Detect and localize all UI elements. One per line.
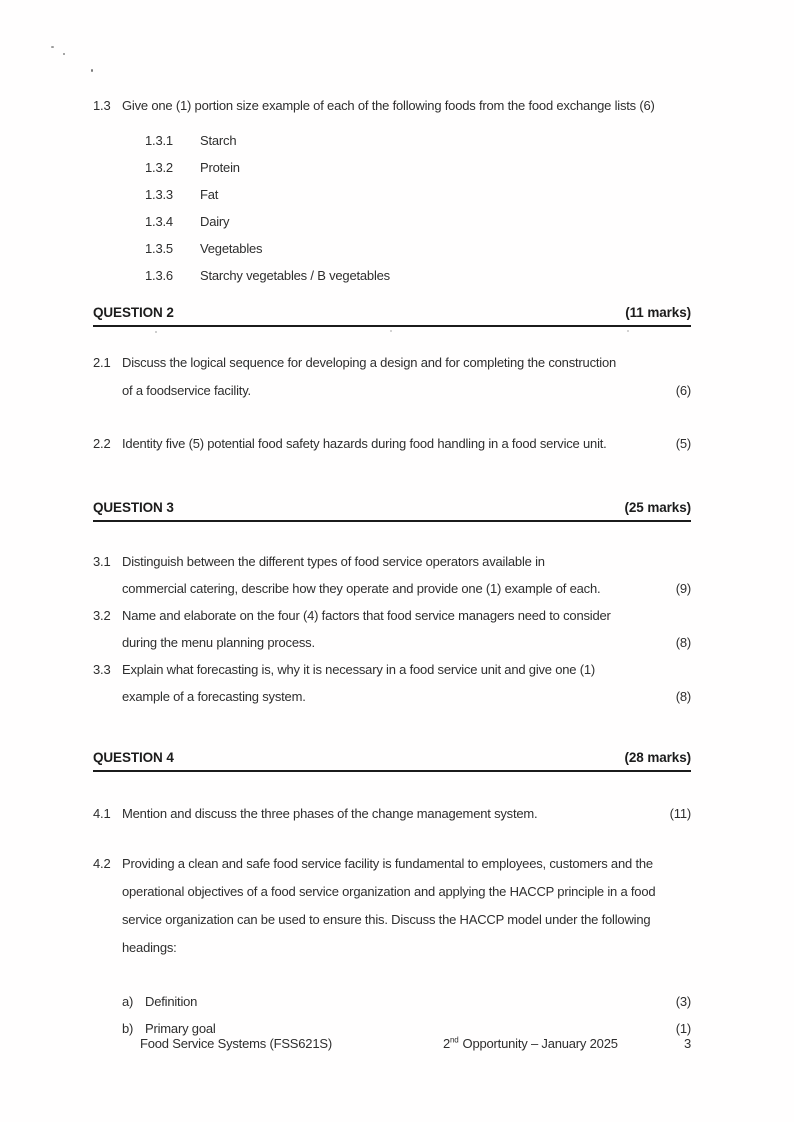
footer-course-title: Food Service Systems (FSS621S) xyxy=(140,1036,332,1051)
question-line xyxy=(93,575,691,602)
question2-title: QUESTION 2 xyxy=(93,305,174,320)
item-text: of a foodservice facility. xyxy=(122,383,251,398)
question3-total-marks: (25 marks) xyxy=(624,500,691,515)
footer-exam-session xyxy=(443,1036,618,1051)
question-line xyxy=(93,800,691,828)
question-line xyxy=(93,629,691,656)
item-marks: (11) xyxy=(669,806,691,821)
list-item xyxy=(93,235,691,262)
item-letter: b) xyxy=(122,1021,134,1036)
question4-title: QUESTION 4 xyxy=(93,750,174,765)
item-marks: (3) xyxy=(675,994,691,1009)
question2-heading-row xyxy=(93,305,691,327)
question3-title: QUESTION 3 xyxy=(93,500,174,515)
item-label: Fat xyxy=(200,187,219,202)
question3-heading-row xyxy=(93,500,691,522)
item-label: Starch xyxy=(200,133,237,148)
item-text: Discuss the logical sequence for developing a design and for completing the construction xyxy=(122,355,617,370)
page-content xyxy=(93,92,691,1042)
item-marks: (8) xyxy=(675,635,691,650)
list-item xyxy=(93,181,691,208)
item-label: Starchy vegetables / B vegetables xyxy=(200,268,390,283)
item-marks: (6) xyxy=(675,383,691,398)
page-footer xyxy=(93,1036,691,1056)
footer-session-text: Opportunity – January 2025 xyxy=(462,1036,618,1051)
item-text: Providing a clean and safe food service facility is fundamental to employees, customers and the xyxy=(122,856,653,871)
item-text: Mention and discuss the three phases of the change management system. xyxy=(122,806,538,821)
item-text: example of a forecasting system. xyxy=(122,689,306,704)
question2-total-marks: (11 marks) xyxy=(625,305,691,320)
item-text: Explain what forecasting is, why it is necessary in a food service unit and give one (1) xyxy=(122,662,596,677)
question-line xyxy=(93,602,691,629)
item-number: 1.3.5 xyxy=(145,241,173,256)
item-number: 2.2 xyxy=(93,436,111,451)
question-line xyxy=(93,683,691,710)
list-item xyxy=(93,208,691,235)
question4-heading-row xyxy=(93,750,691,772)
question-line xyxy=(93,349,691,377)
item-label: Dairy xyxy=(200,214,230,229)
item-marks: (1) xyxy=(675,1021,691,1036)
item-text: headings: xyxy=(122,940,177,955)
item-letter: a) xyxy=(122,994,134,1009)
item-number: 1.3.3 xyxy=(145,187,173,202)
item-marks: (5) xyxy=(675,436,691,451)
item-label: Definition xyxy=(145,994,198,1009)
item-text: Distinguish between the different types of food service operators available in xyxy=(122,554,545,569)
list-item xyxy=(93,127,691,154)
scan-speck xyxy=(51,46,54,48)
item-label: Protein xyxy=(200,160,240,175)
question-1-3-line xyxy=(93,92,691,119)
question-line xyxy=(93,377,691,405)
item-text: operational objectives of a food service organization and applying the HACCP principle in a food xyxy=(122,884,656,899)
item-number: 1.3 xyxy=(93,98,111,113)
question4-total-marks: (28 marks) xyxy=(624,750,691,765)
footer-session-ordinal: nd xyxy=(450,1035,459,1045)
item-text: Give one (1) portion size example of each of the following foods from the food exchange lists (6) xyxy=(122,98,655,113)
question-line xyxy=(93,850,691,878)
item-label: Primary goal xyxy=(145,1021,216,1036)
item-number: 3.2 xyxy=(93,608,111,623)
item-number: 1.3.6 xyxy=(145,268,173,283)
item-text: Name and elaborate on the four (4) factors that food service managers need to consider xyxy=(122,608,611,623)
item-text: during the menu planning process. xyxy=(122,635,315,650)
item-marks: (9) xyxy=(675,581,691,596)
item-number: 4.1 xyxy=(93,806,111,821)
item-number: 3.3 xyxy=(93,662,111,677)
item-text: commercial catering, describe how they operate and provide one (1) example of each. xyxy=(122,581,601,596)
item-number: 3.1 xyxy=(93,554,111,569)
page-number: 3 xyxy=(683,1036,691,1051)
question-line xyxy=(93,656,691,683)
item-label: Vegetables xyxy=(200,241,263,256)
item-number: 4.2 xyxy=(93,856,111,871)
item-number: 1.3.1 xyxy=(145,133,173,148)
question-line xyxy=(93,430,691,458)
scan-speck xyxy=(63,53,65,55)
question-line xyxy=(93,878,691,906)
list-item xyxy=(93,154,691,181)
item-marks: (8) xyxy=(675,689,691,704)
list-item xyxy=(93,262,691,289)
question-line xyxy=(93,906,691,934)
item-text: service organization can be used to ensure this. Discuss the HACCP model under the following xyxy=(122,912,651,927)
scan-speck xyxy=(91,69,93,72)
question-line xyxy=(93,934,691,962)
question-1-3-sub-list xyxy=(93,127,691,289)
item-number: 1.3.4 xyxy=(145,214,173,229)
item-number: 2.1 xyxy=(93,355,111,370)
list-item xyxy=(93,988,691,1015)
item-text: Identity five (5) potential food safety hazards during food handling in a food service unit. xyxy=(122,436,607,451)
question-line xyxy=(93,548,691,575)
item-number: 1.3.2 xyxy=(145,160,173,175)
footer-session-number: 2 xyxy=(443,1036,451,1051)
